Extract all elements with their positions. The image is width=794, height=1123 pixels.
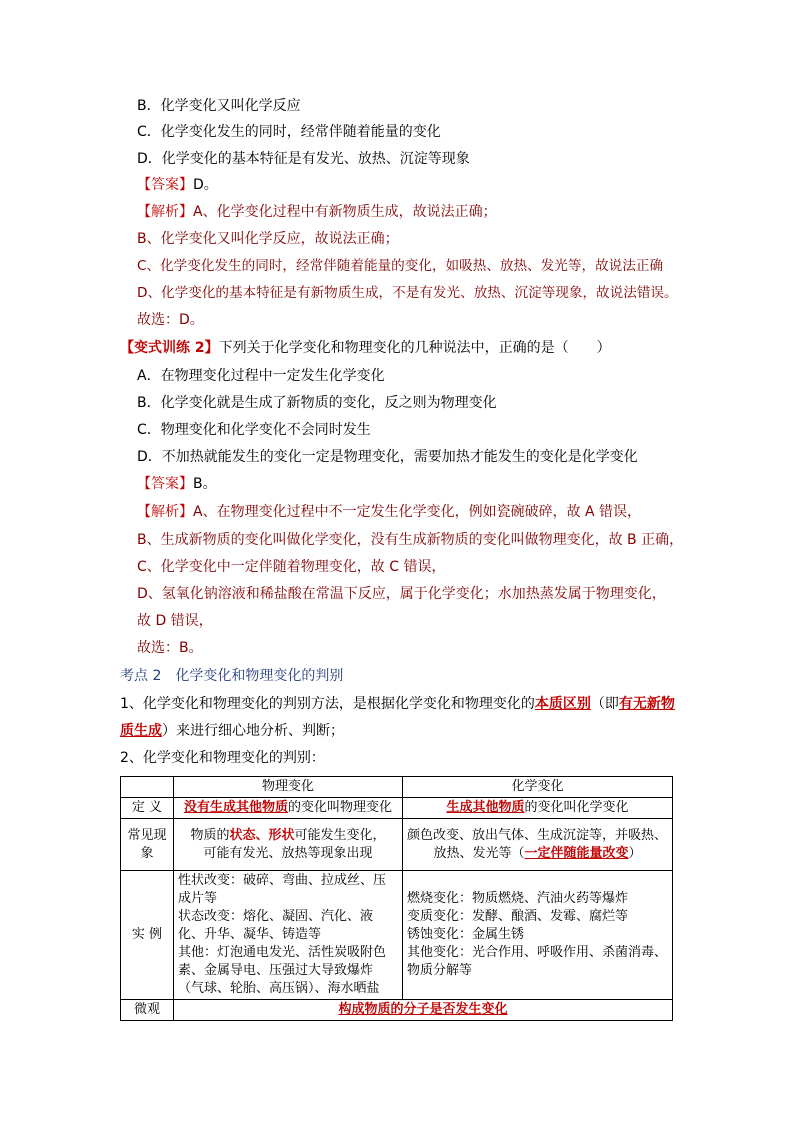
answer-value: D。 [193, 177, 218, 193]
cell-line: 锈蚀变化：金属生锈 [407, 927, 525, 942]
answer-value: B。 [193, 476, 217, 492]
q2-answer [137, 474, 217, 494]
analysis-tag: 【解析】 [137, 504, 193, 520]
point-para-1-cont [120, 721, 344, 741]
key-phrase: 没有生成其他物质 [183, 800, 288, 815]
q2-analysis-d: D、氢氧化钠溶液和稀盐酸在常温下反应，属于化学变化；水加热蒸发属于物理变化， [137, 586, 666, 602]
para-text: 1、化学变化和物理变化的判别方法，是根据化学变化和物理变化的 [120, 696, 535, 712]
analysis-text: A、在物理变化过程中不一定发生化学变化，例如瓷碗破碎，故 A 错误， [193, 504, 642, 520]
cell-line [178, 827, 398, 845]
cell-text: 的变化叫物理变化 [288, 800, 393, 815]
key-phrase: 质生成 [120, 723, 162, 739]
key-phrase: 构成物质的分子是否发生变化 [338, 1002, 508, 1017]
point-para-1 [120, 694, 675, 714]
cell-line: 变质变化：发酵、酿酒、发霉、腐烂等 [407, 909, 629, 924]
q2-analysis-b: B、生成新物质的变化叫做化学变化，没有生成新物质的变化叫做物理变化，故 B 正确， [137, 532, 684, 548]
q2-stem [120, 338, 611, 358]
cell-line: 其他变化：光合作用、呼吸作用、杀菌消毒、物质分解等 [407, 945, 668, 978]
cell-line: 状态改变：熔化、凝固、汽化、液化、升华、凝华、铸造等 [178, 909, 374, 942]
q2-analysis-d-cont: 故 D 错误， [137, 613, 213, 629]
table-corner [121, 777, 174, 798]
table-row [121, 871, 673, 1000]
row-label-micro: 微观 [121, 1000, 174, 1021]
q2-option-a: A．在物理变化过程中一定发生化学变化 [137, 368, 385, 384]
table-row [121, 819, 673, 871]
cell-line: 可能有发光、放热等现象出现 [203, 845, 373, 861]
q1-option-b: B．化学变化又叫化学反应 [137, 98, 301, 114]
q1-analysis-a [137, 202, 497, 222]
q2-option-b: B．化学变化就是生成了新物质的变化，反之则为物理变化 [137, 395, 497, 411]
examples-physical [174, 871, 403, 1000]
key-phrase: 生成其他物质 [446, 800, 525, 815]
row-label-phenomena: 常见现象 [121, 819, 174, 871]
q2-analysis-a [137, 502, 641, 522]
cell-text: 放热、发光等（ [433, 845, 525, 861]
key-phrase: 有无新物 [618, 696, 675, 712]
cell-text: 、 [255, 827, 269, 843]
row-label-definition: 定 义 [121, 798, 174, 819]
definition-physical [174, 798, 403, 819]
analysis-tag: 【解析】 [137, 204, 193, 220]
table-row [121, 1000, 673, 1021]
phenomena-physical [174, 819, 403, 871]
q1-analysis-d: D、化学变化的基本特征是有新物质生成，不是有发光、放热、沉淀等现象，故说法错误。 [137, 285, 678, 301]
key-phrase: 本质区别 [534, 696, 591, 712]
phenomena-chemical [403, 819, 673, 871]
key-phrase: 一定伴随能量改变 [524, 845, 629, 861]
point-para-2: 2、化学变化和物理变化的判别： [120, 750, 325, 766]
q1-answer [137, 175, 218, 195]
cell-line: 性状改变：破碎、弯曲、拉成丝、压成片等 [178, 873, 387, 906]
para-text: （即 [590, 696, 619, 712]
definition-chemical [403, 798, 673, 819]
answer-tag: 【答案】 [137, 177, 193, 193]
cell-text: 的变化叫化学变化 [524, 800, 629, 815]
cell-line: 其他：灯泡通电发光、活性炭吸附色素、金属导电、压强过大导致爆炸（气球、轮胎、高压锅）、海水晒盐 [178, 945, 387, 996]
q2-tag: 【变式训练 2】 [120, 340, 219, 356]
key-phrase: 状态 [229, 827, 256, 843]
q2-analysis-c: C、化学变化中一定伴随着物理变化，故 C 错误， [137, 559, 446, 575]
q2-select: 故选：B。 [137, 640, 203, 656]
answer-tag: 【答案】 [137, 476, 193, 492]
examples-chemical [403, 871, 673, 1000]
cell-line [407, 845, 668, 863]
table-row [121, 798, 673, 819]
cell-text: 可能发生变化， [294, 827, 386, 843]
q2-option-d: D．不加热就能发生的变化一定是物理变化，需要加热才能发生的变化是化学变化 [137, 449, 638, 465]
micro-cell [174, 1000, 673, 1021]
q1-analysis-b: B、化学变化又叫化学反应，故说法正确； [137, 231, 399, 247]
q1-analysis-c: C、化学变化发生的同时，经常伴随着能量的变化，如吸热、放热、发光等，故说法正确 [137, 258, 664, 274]
comparison-table [120, 776, 673, 1021]
table-row [121, 777, 673, 798]
q2-option-c: C．物理变化和化学变化不会同时发生 [137, 422, 371, 438]
cell-text: 物质的 [190, 827, 230, 843]
q2-stem-text: 下列关于化学变化和物理变化的几种说法中，正确的是（ ） [218, 340, 611, 356]
cell-text: ） [628, 845, 642, 861]
analysis-text: A、化学变化过程中有新物质生成，故说法正确； [193, 204, 497, 220]
q1-option-d: D．化学变化的基本特征是有发光、放热、沉淀等现象 [137, 151, 470, 167]
para-text: ）来进行细心地分析、判断； [162, 723, 344, 739]
section-title: 考点 2 化学变化和物理变化的判别 [120, 668, 344, 684]
key-phrase: 形状 [268, 827, 295, 843]
cell-line: 燃烧变化：物质燃烧、汽油火药等爆炸 [407, 891, 629, 906]
header-chemical: 化学变化 [403, 777, 673, 798]
cell-line: 颜色改变、放出气体、生成沉淀等，并吸热、 [407, 827, 668, 843]
q1-option-c: C．化学变化发生的同时，经常伴随着能量的变化 [137, 124, 441, 140]
q1-select: 故选：D。 [137, 312, 204, 328]
row-label-examples: 实 例 [121, 871, 174, 1000]
header-physical: 物理变化 [174, 777, 403, 798]
